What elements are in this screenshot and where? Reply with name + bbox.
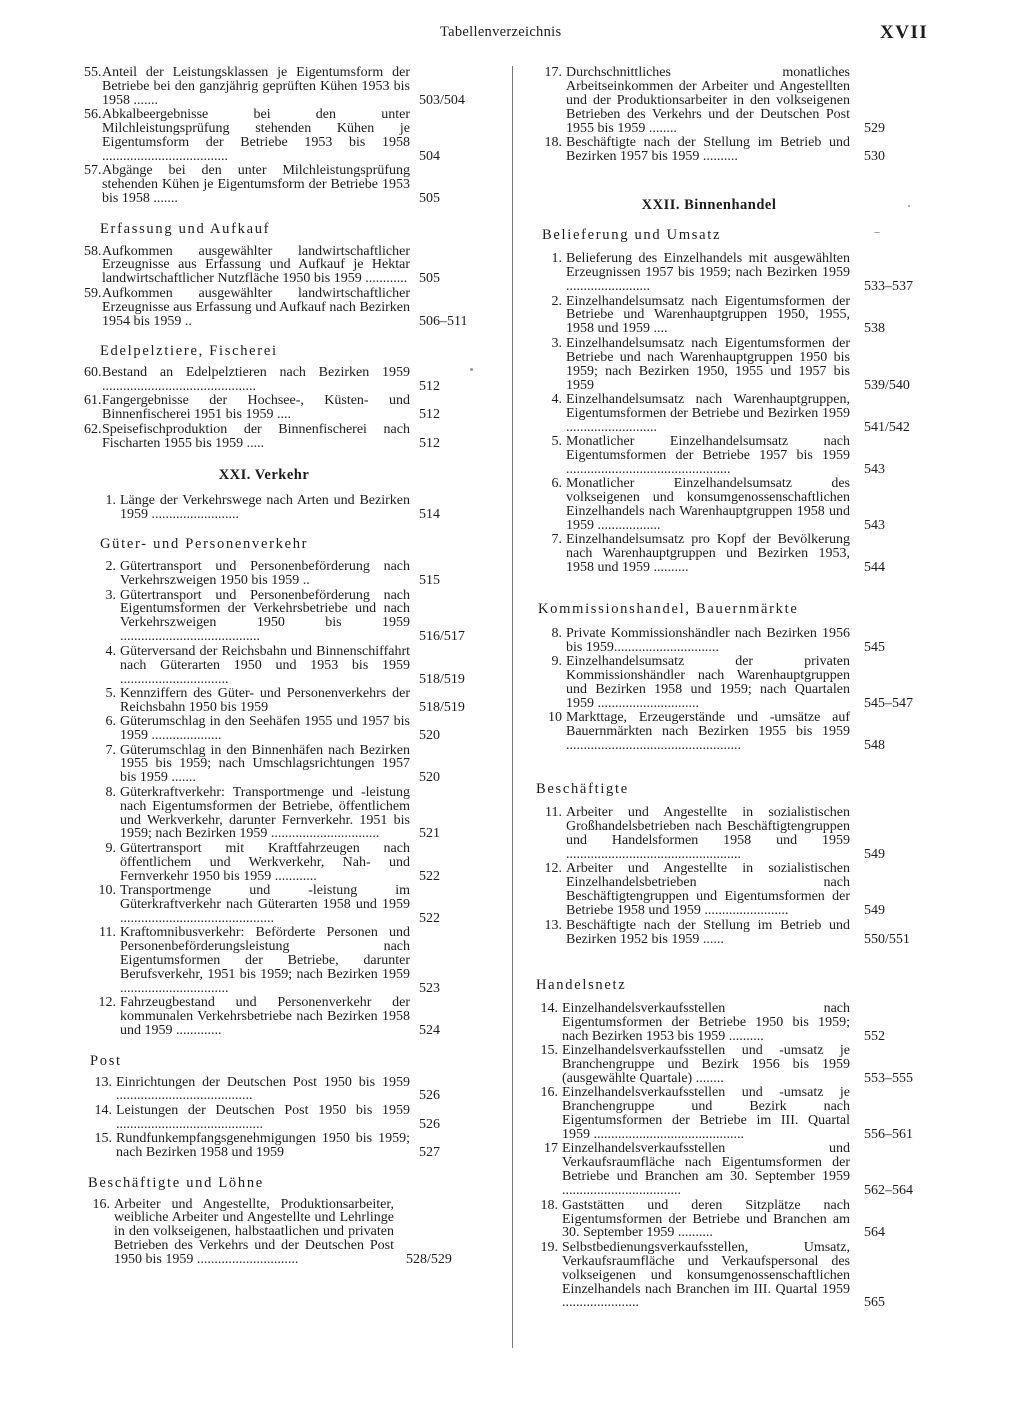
- entry-title: Gütertransport und Personenbeförderung nach Verkehrszweigen 1950 bis 1959 ..: [120, 559, 410, 589]
- entry-page-ref: 526: [419, 1088, 440, 1104]
- entry-page-ref: 522: [419, 868, 440, 884]
- toc-entry: [522, 337, 942, 393]
- toc-entry: [522, 919, 942, 947]
- entry-number: 8.: [551, 625, 562, 641]
- entry-title: Beschäftigte nach der Stellung im Betrieb und Bezirken 1957 bis 1959 ..........: [566, 135, 850, 164]
- entry-page-ref: 543: [864, 461, 885, 477]
- section-heading: Handelsnetz: [536, 976, 627, 993]
- entry-page-ref: 549: [864, 847, 885, 863]
- entry-title: Gütertransport mit Kraftfahrzeugen nach öffentlichem und Werkverkehr, Nah- und Fernverkehr 1950 bis 1959 ............: [120, 840, 410, 884]
- entry-number: 10.: [98, 883, 116, 899]
- entry-number: 7.: [105, 742, 116, 758]
- column-divider: [512, 66, 513, 1348]
- entry-number: 18.: [540, 1197, 558, 1213]
- toc-entry: [522, 862, 942, 918]
- entry-page-ref: 538: [864, 321, 885, 337]
- entry-number: 9.: [551, 654, 562, 669]
- entry-group: [522, 1002, 942, 1310]
- entry-title: Belieferung des Einzelhandels mit ausgewählten Erzeugnissen 1957 bis 1959; nach Bezirken 1959 ........................: [566, 251, 850, 295]
- entry-group: [84, 366, 480, 450]
- entry-page-ref: 524: [419, 1023, 440, 1039]
- entry-page-ref: 543: [864, 518, 885, 534]
- entry-title: Arbeiter und Angestellte in sozialistischen Einzelhandelsbetrieben nach Beschäftigtengruppen und Eigentumsformen der Betriebe 1958 und 1959 ........................: [566, 861, 850, 919]
- entry-group: [522, 806, 942, 946]
- section-title: XXI. Verkehr: [218, 466, 310, 483]
- entry-page-ref: 523: [419, 980, 440, 996]
- entry-page-ref: 505: [419, 191, 440, 207]
- entry-page-ref: 550/551: [864, 931, 910, 947]
- entry-page-ref: 529: [864, 120, 885, 136]
- entry-title: Selbstbedienungsverkaufsstellen, Umsatz, Verkaufsraumfläche und Verkaufspersonal des volkseigenen und konsumgenossenschaftlichen Einzelhandels nach Branchen im III. Quartal 1959 ......................: [562, 1239, 850, 1311]
- toc-entry: [522, 627, 942, 655]
- entry-group: [84, 1076, 480, 1160]
- entry-group: [84, 560, 480, 1038]
- toc-entry: [522, 252, 942, 294]
- entry-page-ref: 518/519: [419, 699, 465, 715]
- entry-title: Arbeiter und Angestellte, Produktionsarbeiter, weibliche Arbeiter und Angestellte und Lehrlinge in den volkseigenen, halbstaatlichen und privaten Betrieben des Verkehrs und der Deutschen Post 1950 bis 1959 .............................: [114, 1196, 394, 1268]
- entry-title: Güterversand der Reichsbahn und Binnenschiffahrt nach Güterarten 1950 und 1953 bis 1959 ...............................: [120, 643, 410, 687]
- entry-title: Durchschnittliches monatliches Arbeitseinkommen der Arbeiter und Angestellten und der Produktionsarbeiter in den volkseigenen Betrieben des Verkehrs und der Deutschen Post 1955 bis 1959 ........: [566, 65, 850, 136]
- entry-title: Anteil der Leistungsklassen je Eigentumsform der Betriebe bei den ganzjährig geprüften Kühen 1953 bis 1958 .......: [102, 65, 410, 108]
- entry-page-ref: 553–555: [864, 1070, 913, 1086]
- toc-entry: [84, 996, 480, 1038]
- entry-title: Güterumschlag in den Seehäfen 1955 und 1957 bis 1959 ....................: [120, 714, 410, 744]
- entry-group: [522, 66, 942, 164]
- toc-entry: [84, 1104, 480, 1132]
- entry-title: Einzelhandelsumsatz nach Eigentumsformen der Betriebe und Warenhauptgruppen 1950, 1955, 1958 und 1959 ....: [566, 293, 850, 337]
- entry-page-ref: 512: [419, 378, 440, 394]
- toc-entry: [84, 715, 480, 743]
- toc-entry: [522, 435, 942, 477]
- entry-page-ref: 522: [419, 910, 440, 926]
- entry-title: Abkalbeergebnisse bei den unter Milchleistungsprüfung stehenden Kühen je Eigentumsform der Betriebe 1953 bis 1958 ....................................: [102, 107, 410, 164]
- entry-page-ref: 539/540: [864, 377, 910, 393]
- entry-number: 1.: [551, 251, 562, 267]
- entry-number: 15.: [94, 1131, 112, 1147]
- toc-entry: [522, 806, 942, 862]
- toc-entry: [522, 136, 942, 164]
- toc-entry: [84, 108, 480, 164]
- toc-entry: [84, 1198, 480, 1268]
- entry-title: Beschäftigte nach der Stellung im Betrieb und Bezirken 1952 bis 1959 ......: [566, 917, 850, 947]
- toc-entry: [84, 926, 480, 996]
- toc-entry: [84, 842, 480, 884]
- entry-title: Gaststätten und deren Sitzplätze nach Eigentumsformen der Betriebe und Branchen am 30. September 1959 ..........: [562, 1197, 850, 1241]
- entry-page-ref: 528/529: [406, 1252, 452, 1268]
- entry-number: 11.: [99, 925, 116, 941]
- entry-page-ref: 565: [864, 1295, 885, 1311]
- entry-page-ref: 526: [419, 1116, 440, 1132]
- entry-title: Güterkraftverkehr: Transportmenge und -leistung nach Eigentumsformen der Betriebe, öffentlichem und Werkverkehr, darunter Fernverkehr. 1951 bis 1959; nach Bezirken 1959 ...............................: [120, 784, 410, 842]
- section-title: XXII. Binnenhandel: [641, 197, 777, 214]
- toc-entry: [84, 884, 480, 926]
- toc-entry: [522, 1086, 942, 1142]
- entry-title: Einzelhandelsumsatz pro Kopf der Bevölkerung nach Warenhauptgruppen und Bezirken 1953, 1958 und 1959 ..........: [566, 532, 850, 576]
- entry-number: 56.: [84, 107, 102, 123]
- entry-page-ref: 503/504: [419, 92, 465, 108]
- entry-title: Bestand an Edelpelztieren nach Bezirken 1959 ............................................: [102, 365, 410, 394]
- entry-page-ref: 514: [419, 506, 440, 522]
- entry-title: Einzelhandelsumsatz der privaten Kommissionshändler nach Warenhauptgruppen und Bezirken 1958 und 1959; nach Quartalen 1959 .............................: [566, 654, 850, 711]
- entry-number: 16.: [540, 1085, 558, 1101]
- entry-title: Länge der Verkehrswege nach Arten und Bezirken 1959 .........................: [120, 492, 410, 522]
- entry-page-ref: 505: [419, 271, 440, 287]
- entry-number: 4.: [551, 391, 562, 407]
- entry-number: 58.: [84, 243, 102, 259]
- page-number: XVII: [880, 22, 929, 43]
- entry-title: Einrichtungen der Deutschen Post 1950 bis 1959 .......................................: [116, 1074, 410, 1104]
- section-heading: Beschäftigte und Löhne: [88, 1174, 264, 1191]
- entry-group: [84, 494, 480, 522]
- entry-group: [84, 66, 480, 206]
- entry-group: [522, 252, 942, 575]
- entry-title: Speisefischproduktion der Binnenfischerei nach Fischarten 1955 bis 1959 .....: [102, 421, 410, 451]
- toc-entry: [84, 494, 480, 522]
- entry-title: Einzelhandelsverkaufsstellen und Verkaufsraumfläche nach Eigentumsformen der Betriebe und Branchen am 30. September 1959 ..................................: [562, 1141, 850, 1199]
- entry-number: 14.: [94, 1102, 112, 1118]
- entry-title: Rundfunkempfangsgenehmigungen 1950 bis 1959; nach Bezirken 1958 und 1959: [116, 1131, 410, 1161]
- entry-page-ref: 545: [864, 639, 885, 655]
- entry-page-ref: 520: [419, 728, 440, 744]
- entry-number: 57.: [84, 163, 102, 179]
- entry-number: 5.: [105, 685, 116, 701]
- entry-number: 11.: [545, 805, 562, 821]
- section-heading: Erfassung und Aufkauf: [100, 220, 271, 237]
- entry-title: Monatlicher Einzelhandelsumsatz des volkseigenen und konsumgenossenschaftlichen Einzelhandels nach Warenhauptgruppen 1958 und 1959 ..................: [566, 476, 850, 534]
- entry-number: 7.: [551, 532, 562, 548]
- toc-entry: [84, 164, 480, 206]
- entry-number: 62.: [84, 421, 102, 437]
- entry-title: Private Kommissionshändler nach Bezirken 1956 bis 1959..............................: [566, 625, 850, 655]
- entry-page-ref: 512: [419, 435, 440, 451]
- entry-number: 1.: [105, 492, 116, 508]
- entry-page-ref: 564: [864, 1225, 885, 1241]
- entry-page-ref: 504: [419, 148, 440, 164]
- entry-group: [84, 245, 480, 329]
- entry-title: Güterumschlag in den Binnenhäfen nach Bezirken 1955 bis 1959; nach Umschlagsrichtungen 1957 bis 1959 .......: [120, 742, 410, 786]
- entry-number: 12.: [544, 861, 562, 877]
- entry-title: Markttage, Erzeugerstände und -umsätze auf Bauernmärkten nach Bezirken 1955 bis 1959 ..................................................: [566, 710, 850, 753]
- entry-number: 12.: [98, 995, 116, 1011]
- entry-number: 13.: [544, 917, 562, 933]
- entry-page-ref: 518/519: [419, 671, 465, 687]
- entry-number: 2.: [551, 293, 562, 309]
- toc-entry: [84, 66, 480, 108]
- section-heading: Edelpelztiere, Fischerei: [100, 343, 278, 359]
- entry-number: 10: [548, 710, 562, 726]
- entry-page-ref: 530: [864, 148, 885, 164]
- entry-page-ref: 516/517: [419, 629, 465, 645]
- entry-number: 6.: [551, 476, 562, 492]
- entry-title: Einzelhandelsverkaufsstellen nach Eigentumsformen der Betriebe 1950 bis 1959; nach Bezirken 1953 bis 1959 ..........: [562, 1000, 850, 1044]
- toc-entry: [522, 711, 942, 753]
- entry-page-ref: 512: [419, 407, 440, 423]
- toc-entry: [84, 645, 480, 687]
- entry-title: Arbeiter und Angestellte in sozialistischen Großhandelsbetrieben nach Beschäftigtengruppen und Handelsformen 1958 und 1959 ..................................................: [566, 805, 850, 863]
- entry-number: 9.: [105, 840, 116, 856]
- entry-page-ref: 541/542: [864, 419, 910, 435]
- entry-number: 17: [544, 1141, 558, 1157]
- entry-title: Einzelhandelsverkaufsstellen und -umsatz je Branchengruppe und Bezirk nach Eigentumsformen der Betriebe im III. Quartal 1959 ...........................................: [562, 1085, 850, 1143]
- entry-page-ref: 552: [864, 1028, 885, 1044]
- entry-title: Fangergebnisse der Hochsee-, Küsten- und Binnenfischerei 1951 bis 1959 ....: [102, 393, 410, 423]
- entry-title: Monatlicher Einzelhandelsumsatz nach Eigentumsformen der Betriebe 1957 bis 1959 ...............................................: [566, 434, 850, 477]
- toc-entry: [522, 655, 942, 711]
- entry-number: 61.: [84, 393, 102, 409]
- entry-number: 17.: [544, 65, 562, 80]
- entry-number: 55.: [84, 65, 102, 80]
- toc-entry: [84, 589, 480, 645]
- toc-entry: [84, 786, 480, 842]
- toc-entry: [522, 1142, 942, 1198]
- entry-number: 18.: [544, 135, 562, 151]
- toc-entry: [84, 394, 480, 422]
- section-heading: Güter- und Personenverkehr: [100, 536, 309, 553]
- entry-title: Aufkommen ausgewählter landwirtschaftlicher Erzeugnisse aus Erfassung und Aufkauf nach Bezirken 1954 bis 1959 ..: [102, 285, 410, 329]
- entry-page-ref: 549: [864, 903, 885, 919]
- entry-page-ref: 515: [419, 573, 440, 589]
- entry-group: [84, 1198, 480, 1268]
- section-heading: Post: [90, 1052, 122, 1069]
- entry-title: Einzelhandelsumsatz nach Warenhauptgruppen, Eigentumsformen der Betriebe und Bezirken 1959 ..........................: [566, 391, 850, 435]
- section-heading: Kommissionshandel, Bauernmärkte: [538, 600, 799, 617]
- toc-entry: [522, 1044, 942, 1086]
- entry-title: Kraftomnibusverkehr: Beförderte Personen und Personenbeförderungsleistung nach Eigentumsformen der Betriebe, darunter Berufsverkehr, 1951 bis 1959; nach Bezirken 1959 ...............................: [120, 925, 410, 996]
- toc-entry: [84, 287, 480, 329]
- entry-page-ref: 548: [864, 737, 885, 753]
- toc-entry: [84, 245, 480, 287]
- entry-number: 8.: [105, 784, 116, 800]
- entry-title: Einzelhandelsumsatz nach Eigentumsformen der Betriebe und nach Warenhauptgruppen 1950 bis 1959; nach Bezirken 1950, 1955 und 1957 bis 1959: [566, 335, 850, 393]
- entry-number: 13.: [94, 1074, 112, 1090]
- entry-title: Fahrzeugbestand und Personenverkehr der kommunalen Verkehrsbetriebe nach Bezirken 1958 und 1959 .............: [120, 995, 410, 1039]
- toc-entry: [522, 533, 942, 575]
- entry-page-ref: 520: [419, 770, 440, 786]
- toc-entry: [522, 1241, 942, 1311]
- entry-number: 14.: [540, 1000, 558, 1016]
- entry-title: Leistungen der Deutschen Post 1950 bis 1959 ..........................................: [116, 1102, 410, 1132]
- entry-page-ref: 521: [419, 826, 440, 842]
- entry-page-ref: 506–511: [419, 313, 468, 329]
- entry-page-ref: 544: [864, 560, 885, 576]
- entry-title: Einzelhandelsverkaufsstellen und -umsatz je Branchengruppe und Bezirk 1956 bis 1959 (ausgewählte Quartale) ........: [562, 1043, 850, 1086]
- toc-entry: [84, 423, 480, 451]
- entry-page-ref: 545–547: [864, 695, 913, 711]
- toc-entry: [84, 560, 480, 588]
- entry-number: 60.: [84, 365, 102, 380]
- entry-number: 3.: [105, 587, 116, 603]
- entry-group: [522, 627, 942, 753]
- entry-page-ref: 533–537: [864, 279, 913, 295]
- toc-entry: [522, 1002, 942, 1044]
- toc-entry: [522, 66, 942, 136]
- entry-number: 4.: [105, 643, 116, 659]
- toc-entry: [522, 295, 942, 337]
- entry-number: 15.: [540, 1043, 558, 1059]
- section-heading: Belieferung und Umsatz: [542, 227, 722, 244]
- entry-number: 16.: [92, 1196, 110, 1212]
- section-heading: Beschäftigte: [536, 781, 629, 798]
- right-column: [522, 66, 942, 1311]
- entry-title: Kennziffern des Güter- und Personenverkehrs der Reichsbahn 1950 bis 1959: [120, 685, 410, 715]
- entry-title: Transportmenge und -leistung im Güterkraftverkehr nach Güterarten 1958 und 1959 ............................................: [120, 883, 410, 926]
- toc-entry: [522, 477, 942, 533]
- toc-entry: [84, 1076, 480, 1104]
- toc-entry: [84, 1132, 480, 1160]
- entry-page-ref: 556–561: [864, 1127, 913, 1143]
- toc-entry: [84, 366, 480, 394]
- entry-title: Gütertransport und Personenbeförderung nach Eigentumsformen der Verkehrsbetriebe und nach Verkehrszweigen 1950 bis 1959 ........................................: [120, 587, 410, 645]
- toc-entry: [522, 393, 942, 435]
- left-column: [84, 66, 480, 1268]
- entry-title: Abgänge bei den unter Milchleistungsprüfung stehenden Kühen je Eigentumsform der Betriebe 1953 bis 1958 .......: [102, 163, 410, 207]
- toc-entry: [84, 744, 480, 786]
- toc-entry: [84, 687, 480, 715]
- entry-number: 59.: [84, 285, 102, 301]
- entry-page-ref: 527: [419, 1145, 440, 1161]
- running-title: Tabellenverzeichnis: [440, 24, 562, 40]
- entry-page-ref: 562–564: [864, 1183, 913, 1199]
- toc-entry: [522, 1199, 942, 1241]
- entry-number: 5.: [551, 434, 562, 450]
- entry-title: Aufkommen ausgewählter landwirtschaftlicher Erzeugnisse aus Erfassung und Aufkauf je Hektar landwirtschaftlicher Nutzfläche 1950 bis 1959 ............: [102, 243, 410, 287]
- entry-number: 6.: [105, 714, 116, 730]
- entry-number: 3.: [551, 335, 562, 351]
- entry-number: 19.: [540, 1239, 558, 1255]
- page-header: [0, 22, 1024, 48]
- entry-number: 2.: [105, 559, 116, 575]
